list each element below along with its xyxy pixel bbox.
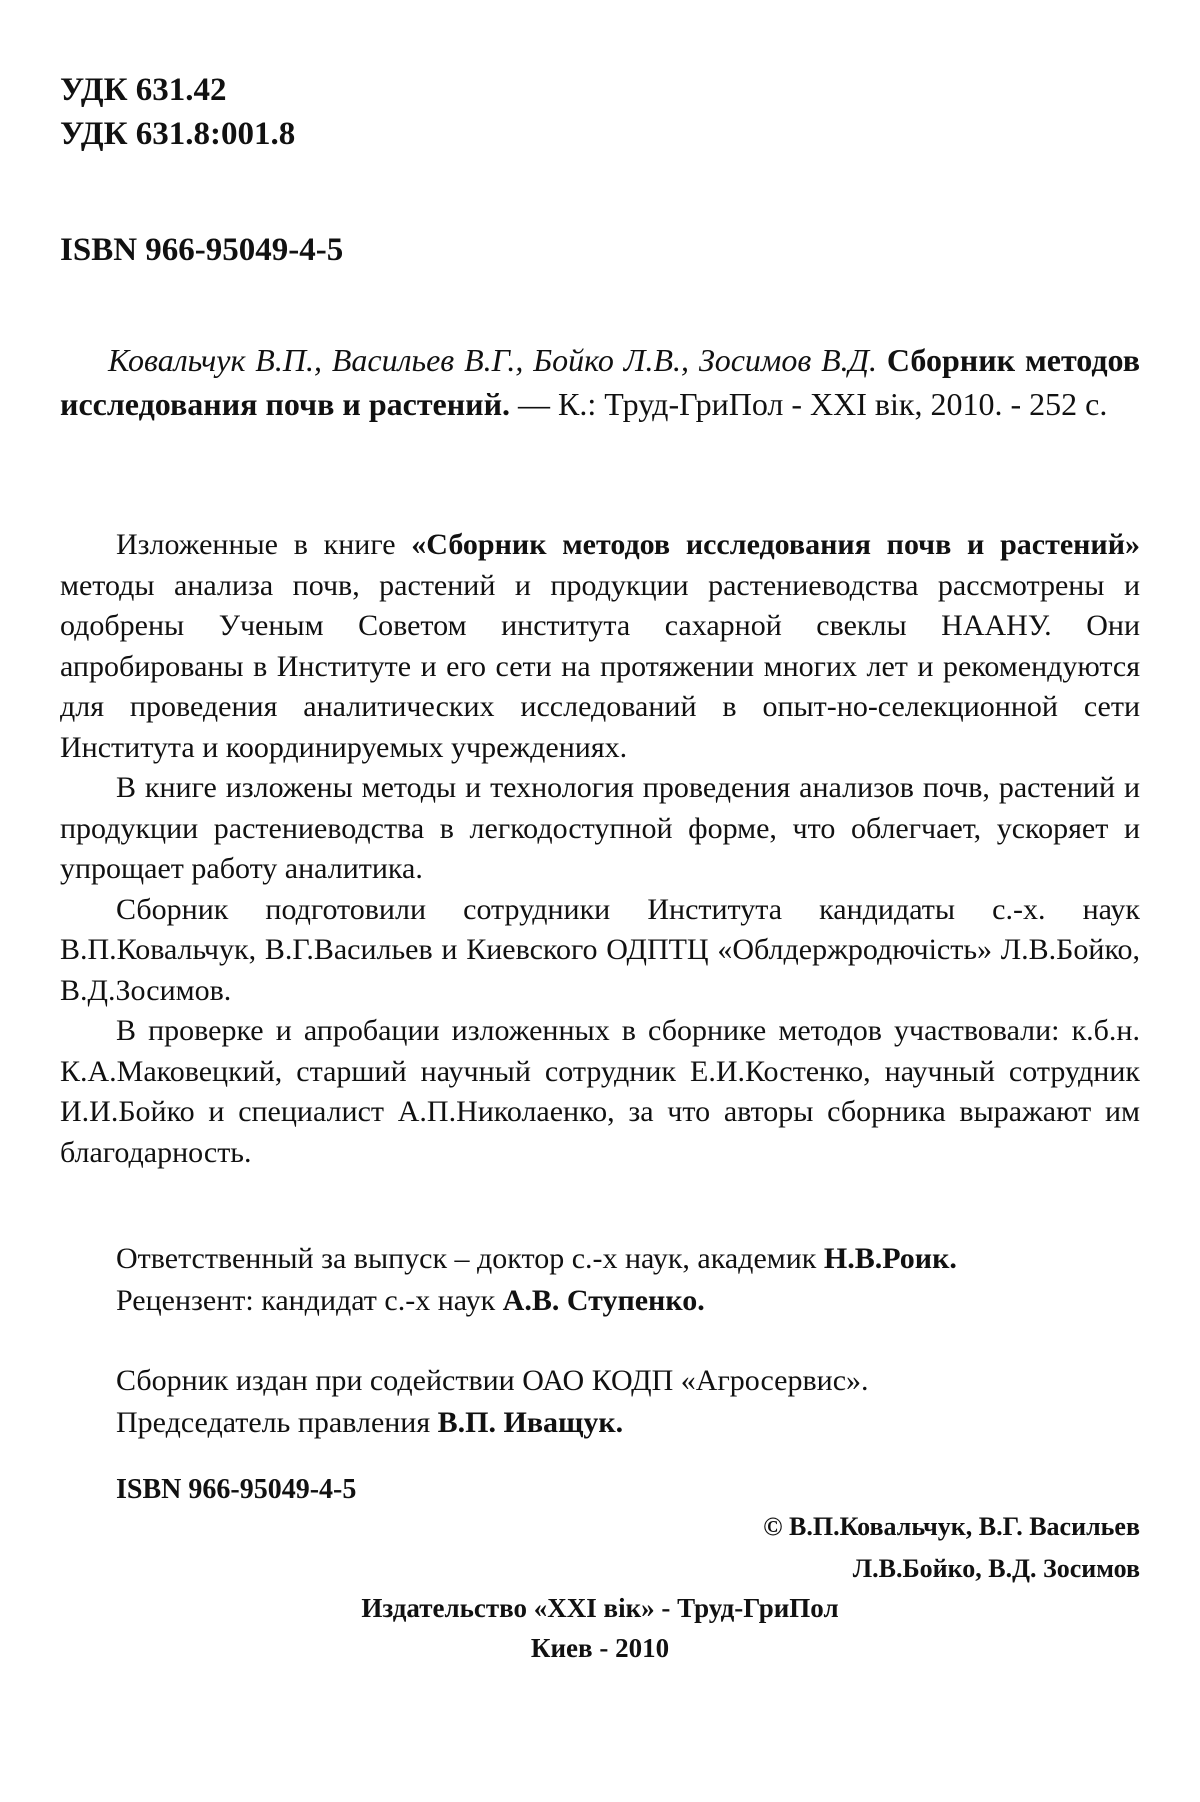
citation-imprint: — К.: Труд-ГриПол - XXI вік, 2010. - 252 с. [518,386,1108,422]
copyright [763,1506,1140,1590]
chair-line [116,1402,1136,1444]
copyright-line-2: Л.В.Бойко, В.Д. Зосимов [852,1554,1140,1583]
reviewer-label: Рецензент: кандидат с.-х наук [116,1284,496,1317]
abstract-p1-rest: методы анализа почв, растений и продукции растениеводства рассмотрены и одобрены Ученым Советом института сахарной свеклы НААНУ. Они апробированы в Институте и его сети на протяжении многих лет и рекомендуются для проведения аналитических исследований в опыт-но-селекционной сети Института и координируемых учреждениях. [60,568,1140,764]
abstract-paragraph-2: В книге изложены методы и технология проведения анализов почв, растений и продукции растениеводства в легкодоступной форме, что облегчает, ускоряет и упрощает работу аналитика. [60,771,1140,885]
chair-name: В.П. Иващук. [437,1406,624,1439]
udk-line-2: УДК 631.8:001.8 [60,116,296,152]
isbn-top: ISBN 966-95049-4-5 [60,232,344,268]
sponsor-line: Сборник издан при содействии ОАО КОДП «Агросервис». [116,1364,869,1397]
credits [116,1238,1136,1322]
citation-authors: Ковальчук В.П., Васильев В.Г., Бойко Л.В., Зосимов В.Д. [108,342,878,378]
isbn-bottom: ISBN 966-95049-4-5 [116,1474,357,1505]
publisher [0,1588,1200,1668]
abstract-paragraph-4: В проверке и апробации изложенных в сборнике методов участвовали: к.б.н. К.А.Маковецкий, старший научный сотрудник Е.И.Костенко, научный сотрудник И.И.Бойко и специалист А.П.Николаенко, за что авторы сборника выражают им благодарность. [60,1014,1140,1169]
publisher-name: Издательство «XXI вік» - Труд-ГриПол [361,1593,839,1623]
responsible-editor-line [116,1238,1136,1280]
reviewer-name: А.В. Ступенко. [502,1284,705,1317]
responsible-name: Н.В.Роик. [823,1242,957,1275]
bibliographic-citation [60,338,1140,426]
abstract-paragraph-3: Сборник подготовили сотрудники Института кандидаты с.-х. наук В.П.Ковальчук, В.Г.Васильев и Киевского ОДПТЦ «Облдержродючість» Л.В.Бойко, В.Д.Зосимов. [60,892,1140,1007]
sponsor [116,1360,1136,1444]
responsible-label: Ответственный за выпуск – доктор с.-х наук, академик [116,1242,817,1275]
chair-label: Председатель правления [116,1406,431,1439]
abstract-paragraph-1 [60,525,1140,768]
reviewer-line [116,1280,1136,1322]
udk-line-1: УДК 631.42 [60,72,227,108]
citation-title: Сборник методов исследования почв и растений. [60,342,1141,422]
abstract [60,525,1140,1173]
abstract-p1-start: Изложенные в книге [116,528,396,561]
abstract-p1-book-title: «Сборник методов исследования почв и растений» [411,528,1140,561]
udk-codes [60,68,295,156]
publisher-city-year: Киев - 2010 [530,1633,670,1663]
copyright-line-1: © В.П.Ковальчук, В.Г. Васильев [763,1512,1140,1541]
